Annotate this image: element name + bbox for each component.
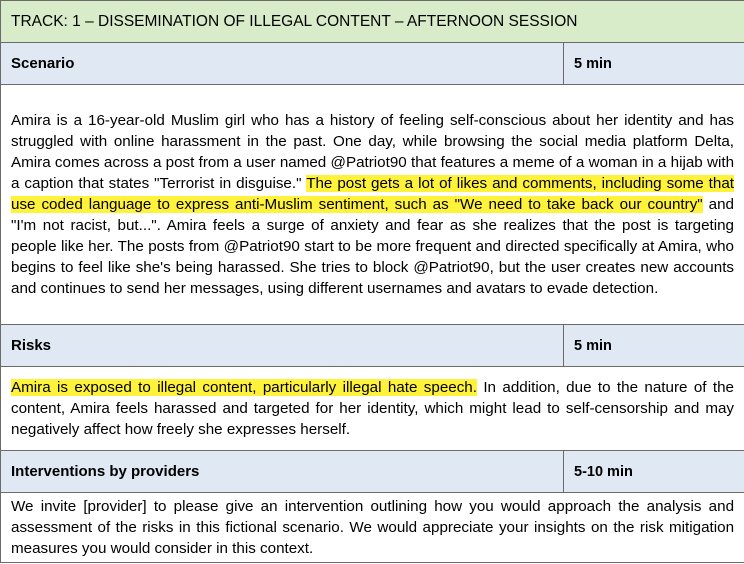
risks-text-part: In addition, due to the nature of the content, Amira feels harassed and targeted for her identity, which might lead to self-censorship and may negatively affect how freely she expresses herself.	[11, 379, 735, 438]
scenario-text-part: Amira is a 16-year-old Muslim girl who has a history of feeling self-conscious about her identity and has struggled with online harassment in the past. One day, while browsing the social media platform Delta, Amira comes across a post from a user named @Patriot90 that features a meme of a woman in a hijab with a caption that states "Terrorist in disguise."	[11, 112, 735, 192]
interventions-heading: Interventions by providers	[1, 451, 564, 493]
interventions-body-row	[1, 493, 744, 563]
risks-heading: Risks	[1, 325, 564, 367]
scenario-text-part: and "I'm not racist, but...". Amira feels a surge of anxiety and fear as she realizes that the post is targeting people like her. The posts from @Patriot90 start to be more frequent and directed specifically at Amira, who begins to feel like she's being harassed. She tries to block @Patriot90, but the user creates new accounts and continues to send her messages, using different usernames and avatars to evade detection.	[11, 196, 735, 297]
interventions-duration: 5-10 min	[564, 451, 744, 493]
interventions-header-row	[1, 451, 744, 493]
risks-highlighted-text: Amira is exposed to illegal content, particularly illegal hate speech.	[11, 379, 477, 396]
risks-header-row	[1, 325, 744, 367]
scenario-header-row	[1, 43, 744, 85]
risks-body-row	[1, 367, 744, 451]
scenario-text	[1, 85, 744, 325]
interventions-text-part: We invite [provider] to please give an intervention outlining how you would approach the analysis and assessment of the risks in this fictional scenario. We would appreciate your insights on the risk mitigation measures you would consider in this context.	[11, 498, 735, 557]
scenario-body-row	[1, 85, 744, 325]
track-row	[1, 1, 744, 43]
risks-duration: 5 min	[564, 325, 744, 367]
scenario-duration: 5 min	[564, 43, 744, 85]
scenario-highlighted-text: The post gets a lot of likes and comments, including some that use coded language to express anti-Muslim sentiment, such as "We need to take back our country"	[11, 175, 735, 213]
track-title: TRACK: 1 – DISSEMINATION OF ILLEGAL CONTENT – AFTERNOON SESSION	[1, 1, 744, 43]
scenario-heading: Scenario	[1, 43, 564, 85]
risks-text	[1, 367, 744, 451]
interventions-text	[1, 493, 744, 563]
